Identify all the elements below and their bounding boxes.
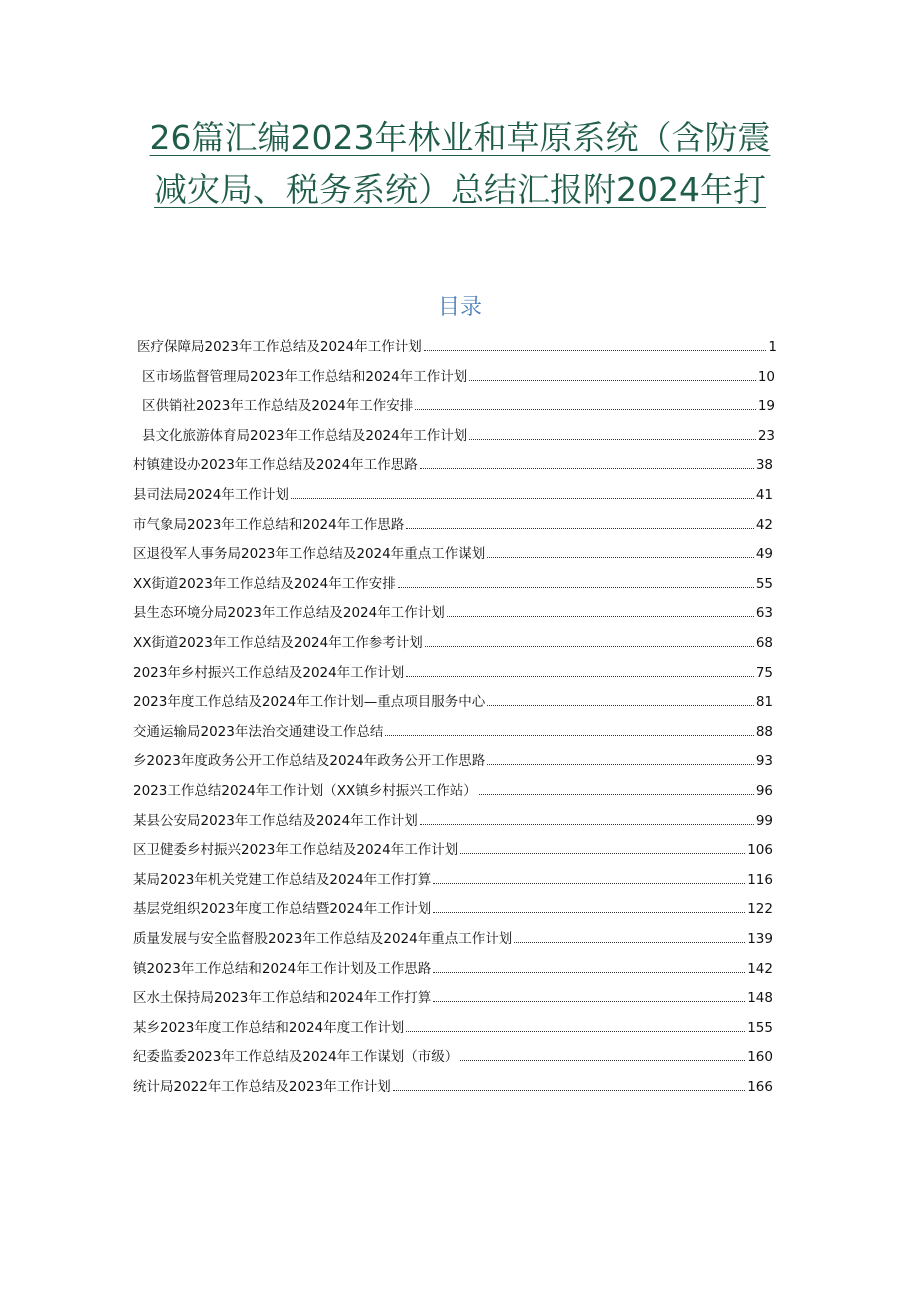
toc-entry-label: 区供销社2023年工作总结及2024年工作安排 (142, 398, 414, 415)
toc-entry-page: 81 (755, 694, 773, 711)
toc-leader-dots (425, 634, 754, 647)
toc-entry[interactable] (133, 575, 773, 593)
toc-leader-dots (385, 723, 753, 736)
toc-leader-dots (424, 338, 767, 351)
toc-entry-label: 县文化旅游体育局2023年工作总结及2024年工作计划 (142, 427, 468, 444)
toc-entry-label: 纪委监委2023年工作总结及2024年工作谋划（市级） (133, 1049, 459, 1066)
toc-leader-dots (406, 516, 754, 529)
toc-entry-label: 乡2023年度政务公开工作总结及2024年政务公开工作思路 (133, 753, 486, 770)
toc-leader-dots (460, 1048, 745, 1061)
toc-entry[interactable] (133, 752, 773, 770)
toc-entry[interactable] (133, 989, 773, 1007)
toc-leader-dots (406, 1019, 745, 1032)
toc-entry-label: XX街道2023年工作总结及2024年工作参考计划 (133, 635, 423, 651)
toc-entry-page: 166 (747, 1079, 773, 1095)
toc-entry-page: 19 (757, 398, 775, 415)
toc-entry-label: XX街道2023年工作总结及2024年工作安排 (133, 575, 396, 592)
toc-entry[interactable] (133, 782, 773, 800)
toc-entry-label: 2023年乡村振兴工作总结及2024年工作计划 (133, 664, 405, 681)
toc-entry[interactable] (133, 723, 773, 741)
toc-entry[interactable] (133, 960, 773, 978)
toc-entry-label: 县生态环境分局2023年工作总结及2024年工作计划 (133, 605, 445, 622)
toc-leader-dots (514, 930, 745, 943)
toc-entry-label: 区退役军人事务局2023年工作总结及2024年重点工作谋划 (133, 546, 486, 563)
toc-entry-label: 区卫健委乡村振兴2023年工作总结及2024年工作计划 (133, 842, 459, 859)
toc-entry-label: 县司法局2024年工作计划 (133, 487, 289, 503)
toc-leader-dots (433, 900, 745, 913)
toc-leader-dots (393, 1078, 746, 1091)
toc-entry-page: 23 (757, 427, 775, 444)
toc-leader-dots (487, 752, 754, 765)
toc-entry-label: 市气象局2023年工作总结和2024年工作思路 (133, 516, 405, 533)
toc-leader-dots (415, 397, 756, 410)
toc-entry-page: 38 (755, 457, 773, 474)
toc-leader-dots (398, 575, 754, 588)
toc-leader-dots (433, 989, 745, 1002)
toc-entry-page: 142 (747, 960, 773, 977)
toc-leader-dots (406, 664, 754, 677)
toc-entry-label: 某县公安局2023年工作总结及2024年工作计划 (133, 812, 418, 829)
toc-entry[interactable] (133, 900, 773, 918)
toc-entry[interactable] (133, 516, 773, 534)
toc-leader-dots (469, 427, 756, 440)
toc-entry[interactable] (142, 427, 775, 445)
toc-entry[interactable] (142, 368, 775, 386)
toc-entry[interactable] (133, 871, 773, 889)
toc-entry-page: 96 (755, 783, 773, 799)
toc-entry[interactable] (133, 486, 773, 504)
toc-entry-label: 2023年度工作总结及2024年工作计划—重点项目服务中心 (133, 694, 486, 711)
toc-entry-page: 93 (755, 753, 773, 770)
toc-leader-dots (487, 545, 754, 558)
toc-entry-label: 基层党组织2023年度工作总结暨2024年工作计划 (133, 901, 432, 918)
toc-leader-dots (433, 871, 745, 884)
toc-entry[interactable] (133, 930, 773, 948)
toc-leader-dots (460, 841, 745, 854)
toc-entry-page: 42 (755, 516, 773, 533)
toc-entry-label: 交通运输局2023年法治交通建设工作总结 (133, 723, 384, 740)
toc-entry-page: 55 (755, 575, 773, 592)
document-title (80, 112, 840, 216)
title-line-1[interactable]: 26篇汇编2023年林业和草原系统（含防震 (149, 118, 771, 157)
toc-entry-label: 区水土保持局2023年工作总结和2024年工作打算 (133, 990, 432, 1007)
title-line-2[interactable]: 减灾局、税务系统）总结汇报附2024年打 (154, 170, 766, 209)
toc-leader-dots (291, 486, 754, 499)
toc-leader-dots (487, 693, 754, 706)
toc-leader-dots (479, 782, 754, 795)
toc-entry-page: 116 (747, 871, 773, 888)
toc-entry[interactable] (133, 604, 773, 622)
toc-entry-page: 99 (755, 812, 773, 829)
toc-entry-page: 49 (755, 546, 773, 563)
toc-entry-page: 160 (747, 1049, 773, 1066)
toc-entry[interactable] (133, 812, 773, 830)
toc-entry-label: 某乡2023年度工作总结和2024年度工作计划 (133, 1019, 405, 1036)
toc-entry-page: 1 (768, 339, 777, 355)
toc-entry[interactable] (133, 664, 773, 682)
toc-entry-page: 68 (755, 635, 773, 651)
toc-entry-label: 医疗保障局2023年工作总结及2024年工作计划 (137, 339, 422, 355)
toc-entry[interactable] (142, 397, 775, 415)
toc-entry-label: 统计局2022年工作总结及2023年工作计划 (133, 1079, 391, 1095)
toc-entry[interactable] (133, 693, 773, 711)
toc-entry-page: 122 (747, 901, 773, 918)
toc-entry-page: 106 (747, 842, 773, 859)
toc-leader-dots (420, 812, 754, 825)
toc-entry[interactable] (133, 634, 773, 652)
toc-entry[interactable] (133, 456, 773, 474)
toc-entry[interactable] (133, 545, 773, 563)
toc-leader-dots (469, 368, 756, 381)
toc-entry[interactable] (133, 1048, 773, 1066)
toc-entry-label: 村镇建设办2023年工作总结及2024年工作思路 (133, 457, 418, 474)
toc-entry-page: 63 (755, 605, 773, 622)
toc-entry-label: 区市场监督管理局2023年工作总结和2024年工作计划 (142, 368, 468, 385)
toc-leader-dots (420, 456, 754, 469)
toc-entry[interactable] (137, 338, 777, 356)
toc-entry[interactable] (133, 1019, 773, 1037)
toc-entry-page: 155 (747, 1019, 773, 1036)
toc-entry[interactable] (133, 841, 773, 859)
toc-entry-page: 75 (755, 664, 773, 681)
toc-entry-page: 148 (747, 990, 773, 1007)
toc-entry-label: 2023工作总结2024年工作计划（XX镇乡村振兴工作站） (133, 783, 477, 799)
toc-entry-page: 88 (755, 723, 773, 740)
toc-entry-label: 某局2023年机关党建工作总结及2024年工作打算 (133, 871, 432, 888)
toc-entry-label: 质量发展与安全监督股2023年工作总结及2024年重点工作计划 (133, 931, 513, 947)
toc-entry-page: 139 (747, 931, 773, 947)
toc-heading: 目录 (437, 295, 482, 320)
toc-entry[interactable] (133, 1078, 773, 1096)
toc-entry-label: 镇2023年工作总结和2024年工作计划及工作思路 (133, 960, 432, 977)
toc-leader-dots (433, 960, 745, 973)
toc-entry-page: 41 (755, 487, 773, 503)
toc-entry-page: 10 (757, 368, 775, 385)
toc-leader-dots (447, 604, 754, 617)
